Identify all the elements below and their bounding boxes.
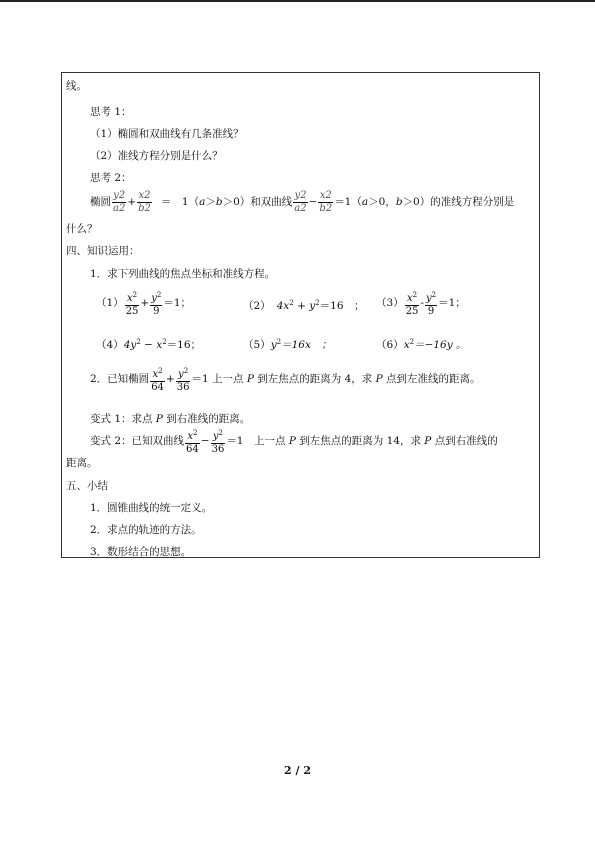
text: ＝16x ； <box>281 339 332 351</box>
denominator: b2 <box>319 202 333 214</box>
operator: − <box>200 435 210 447</box>
exponent: 2 <box>431 290 437 299</box>
fraction <box>150 289 162 318</box>
numerator: x <box>152 368 159 380</box>
thinking-2-line <box>90 188 514 216</box>
problem-2 <box>243 295 365 314</box>
fraction <box>425 289 437 318</box>
text: 点到左准线的距离。 <box>382 373 481 385</box>
operator: - <box>420 297 424 309</box>
text: ＝1 上一点 <box>191 373 247 385</box>
label: （5） <box>243 339 271 351</box>
top-rule <box>0 0 595 2</box>
summary-item-1: 1．圆锥曲线的统一定义。 <box>90 502 213 514</box>
var: b <box>215 196 223 208</box>
thinking-2-heading: 思考 2： <box>90 172 132 184</box>
problem-1 <box>96 288 191 318</box>
numerator: y <box>425 292 432 304</box>
label: （6） <box>376 339 404 351</box>
text: 到右准线的距离。 <box>162 413 251 425</box>
var: P <box>375 373 383 385</box>
numerator: y <box>178 368 184 380</box>
fraction <box>150 365 165 394</box>
text: 变式 1：求点 <box>90 413 156 425</box>
numerator: x2 <box>138 189 151 201</box>
text: 到左焦点的距离为 14，求 <box>295 435 425 447</box>
question-2: （2）准线方程分别是什么？ <box>90 150 223 162</box>
denominator: 25 <box>405 305 419 317</box>
fraction <box>125 289 140 318</box>
text: ＝1； <box>163 297 192 309</box>
fraction <box>137 190 152 215</box>
label: （4） <box>96 339 124 351</box>
variant-1 <box>90 411 250 427</box>
text-line: 距离。 <box>66 457 98 469</box>
text: ＝16； <box>166 339 202 351</box>
text: 变式 2：已知双曲线 <box>90 435 185 447</box>
label: （2） <box>243 300 271 312</box>
operator: + <box>140 297 150 309</box>
term: + y <box>293 300 316 312</box>
text: ＝ 1（ <box>160 196 200 208</box>
section-4-heading: 四、知识运用： <box>66 245 140 257</box>
numerator: y2 <box>294 189 307 201</box>
variant-2 <box>90 426 498 456</box>
exponent: 2 <box>192 428 198 437</box>
problem-6 <box>376 334 467 353</box>
numerator: y2 <box>113 189 126 201</box>
text: 点到右准线的 <box>431 435 498 447</box>
text: ＝1 上一点 <box>226 435 289 447</box>
exponent: 2 <box>183 366 189 375</box>
fraction <box>185 427 200 456</box>
term: 4x <box>276 300 290 312</box>
text: 到左焦点的距离为 4，求 <box>253 373 376 385</box>
text: ＝16 ； <box>319 300 365 312</box>
exponent: 2 <box>315 299 320 307</box>
summary-item-3: 3．数形结合的思想。 <box>90 546 192 558</box>
text-line: 线。 <box>66 80 87 92</box>
problem-3 <box>376 288 466 318</box>
text: ＞ <box>205 196 216 208</box>
operator: + <box>127 196 137 208</box>
var: a <box>199 196 206 208</box>
question-1: （1）椭圆和双曲线有几条准线？ <box>90 128 244 140</box>
label: （3） <box>376 297 404 309</box>
exponent: 2 <box>162 338 167 346</box>
numerator: y <box>151 292 157 304</box>
denominator: 25 <box>125 305 139 317</box>
operator: + <box>165 373 175 385</box>
text: ＞0）和双曲线 <box>222 196 293 208</box>
denominator: a2 <box>294 202 307 214</box>
thinking-1-heading: 思考 1： <box>90 106 132 118</box>
text-line: 什么？ <box>66 223 98 235</box>
fraction <box>405 289 420 318</box>
problem-5 <box>243 334 332 353</box>
fraction <box>176 365 191 394</box>
text: ＝1； <box>438 297 466 309</box>
exponent: 2 <box>289 299 294 307</box>
exponent: 2 <box>218 428 223 437</box>
exercise-2 <box>90 364 481 394</box>
exponent: 2 <box>412 290 418 299</box>
term: 4y <box>123 339 137 351</box>
denominator: 64 <box>186 443 199 455</box>
exponent: 2 <box>276 338 282 346</box>
numerator: x <box>187 430 193 442</box>
text: ＝1（ <box>334 196 362 208</box>
exponent: 2 <box>409 338 415 346</box>
exponent: 2 <box>136 338 141 346</box>
fraction <box>112 190 126 215</box>
term: y <box>270 339 277 351</box>
exponent: 2 <box>132 290 138 299</box>
label: （1） <box>96 297 124 309</box>
fraction <box>211 427 226 456</box>
summary-item-2: 2．求点的轨迹的方法。 <box>90 524 202 536</box>
denominator: 9 <box>153 305 160 317</box>
text: ＞0）的准线方程分别是 <box>402 196 515 208</box>
problem-4 <box>96 334 201 353</box>
exponent: 2 <box>156 290 162 299</box>
fraction <box>318 190 333 215</box>
exponent: 2 <box>158 366 163 375</box>
text: ＝−16y 。 <box>414 339 467 351</box>
page-number: 2 / 2 <box>284 764 311 777</box>
denominator: 36 <box>211 443 225 455</box>
var: P <box>288 435 296 447</box>
term: − x <box>140 339 163 351</box>
fraction <box>293 190 307 215</box>
text: 2．已知椭圆 <box>90 373 150 385</box>
term: x <box>403 339 410 351</box>
var: a <box>361 196 369 208</box>
var: P <box>246 373 254 385</box>
operator: − <box>308 196 318 208</box>
text: ＞0， <box>368 196 396 208</box>
var: P <box>155 413 163 425</box>
numerator: x <box>127 292 133 304</box>
section-5-heading: 五、小结 <box>66 480 108 492</box>
denominator: 9 <box>427 305 435 317</box>
numerator: x2 <box>319 189 332 201</box>
numerator: y <box>212 430 219 442</box>
exercise-1: 1．求下列曲线的焦点坐标和准线方程。 <box>90 268 276 280</box>
denominator: 36 <box>176 381 190 393</box>
denominator: b2 <box>138 202 151 214</box>
var: b <box>395 196 403 208</box>
text: 椭圆 <box>90 196 111 208</box>
denominator: a2 <box>113 202 126 214</box>
var: P <box>424 435 432 447</box>
denominator: 64 <box>151 381 164 393</box>
numerator: x <box>407 292 413 304</box>
